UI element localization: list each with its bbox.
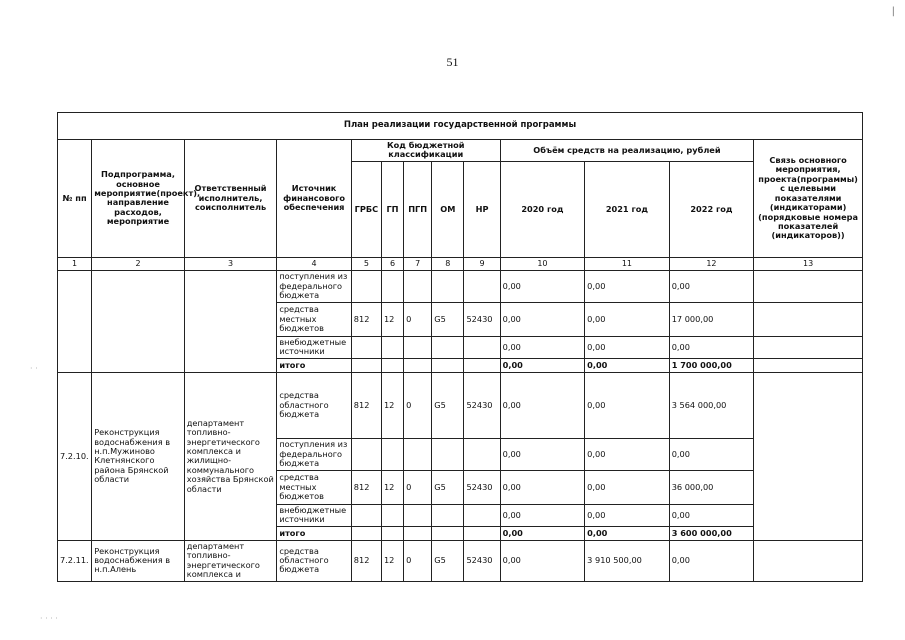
link-cell	[754, 270, 863, 302]
nr-cell: 52430	[464, 372, 500, 438]
om-cell	[432, 358, 464, 372]
header-pgp: ПГП	[404, 161, 432, 257]
value-2021: 0,00	[585, 372, 670, 438]
header-om: ОМ	[432, 161, 464, 257]
column-number: 9	[464, 257, 500, 270]
pgp-cell: 0	[404, 372, 432, 438]
om-cell	[432, 270, 464, 302]
gp-cell: 12	[381, 372, 403, 438]
scan-artifact: · · · ·	[40, 614, 58, 623]
nr-cell	[464, 336, 500, 358]
value-2020: 0,00	[500, 336, 585, 358]
nr-cell: 52430	[464, 302, 500, 336]
header-budget-code: Код бюджетной классификации	[351, 140, 500, 162]
corner-mark: |	[891, 6, 895, 17]
link-cell	[754, 372, 863, 540]
column-number: 7	[404, 257, 432, 270]
gp-cell: 12	[381, 470, 403, 504]
om-cell: G5	[432, 540, 464, 581]
value-2020: 0,00	[500, 540, 585, 581]
grbs-cell	[351, 526, 381, 540]
source-cell: внебюджетные источники	[277, 336, 351, 358]
pgp-cell	[404, 504, 432, 526]
header-executor: Ответственный исполнитель, соисполнитель	[184, 140, 277, 258]
grbs-cell: 812	[351, 540, 381, 581]
value-2021: 0,00	[585, 302, 670, 336]
header-2021: 2021 год	[585, 161, 670, 257]
link-cell	[754, 302, 863, 336]
link-cell	[754, 336, 863, 358]
om-cell: G5	[432, 372, 464, 438]
grbs-cell	[351, 270, 381, 302]
column-number: 10	[500, 257, 585, 270]
value-2021: 0,00	[585, 438, 670, 470]
gp-cell: 12	[381, 302, 403, 336]
link-cell	[754, 540, 863, 581]
link-cell	[754, 358, 863, 372]
program-plan-table	[57, 112, 863, 582]
header-volume: Объём средств на реализацию, рублей	[500, 140, 754, 162]
source-cell: средства областного бюджета	[277, 540, 351, 581]
om-cell	[432, 438, 464, 470]
table-title: План реализации государственной программы	[58, 113, 863, 140]
name-cell: Реконструкция водоснабжения в н.п.Алень	[92, 540, 185, 581]
pgp-cell	[404, 438, 432, 470]
source-cell: средства местных бюджетов	[277, 302, 351, 336]
grbs-cell	[351, 336, 381, 358]
om-cell: G5	[432, 470, 464, 504]
table-row	[58, 270, 863, 302]
header-2022: 2022 год	[669, 161, 754, 257]
om-cell	[432, 526, 464, 540]
value-2022: 0,00	[669, 540, 754, 581]
column-number: 13	[754, 257, 863, 270]
gp-cell	[381, 336, 403, 358]
gp-cell	[381, 358, 403, 372]
pgp-cell: 0	[404, 470, 432, 504]
source-cell: итого	[277, 526, 351, 540]
pgp-cell: 0	[404, 540, 432, 581]
name-cell	[92, 270, 185, 372]
source-cell: средства областного бюджета	[277, 372, 351, 438]
value-2020: 0,00	[500, 302, 585, 336]
om-cell: G5	[432, 302, 464, 336]
table-row	[58, 372, 863, 438]
nr-cell	[464, 526, 500, 540]
value-2021: 0,00	[585, 336, 670, 358]
executor-cell	[184, 270, 277, 372]
grbs-cell: 812	[351, 302, 381, 336]
source-cell: итого	[277, 358, 351, 372]
grbs-cell	[351, 504, 381, 526]
nr-cell	[464, 438, 500, 470]
value-2022: 36 000,00	[669, 470, 754, 504]
source-cell: поступления из федерального бюджета	[277, 270, 351, 302]
value-2021: 0,00	[585, 470, 670, 504]
gp-cell	[381, 526, 403, 540]
gp-cell	[381, 270, 403, 302]
column-number: 1	[58, 257, 92, 270]
value-2022: 3 564 000,00	[669, 372, 754, 438]
value-2022: 0,00	[669, 270, 754, 302]
column-number: 12	[669, 257, 754, 270]
value-2021: 0,00	[585, 270, 670, 302]
om-cell	[432, 504, 464, 526]
pgp-cell: 0	[404, 302, 432, 336]
header-gp: ГП	[381, 161, 403, 257]
column-number: 4	[277, 257, 351, 270]
value-2020: 0,00	[500, 358, 585, 372]
gp-cell: 12	[381, 540, 403, 581]
executor-cell: департамент топливно-энергетического комплекса и жилищно-коммунального хозяйства Брянской области	[184, 372, 277, 540]
header-link: Связь основного мероприятия, проекта(программы) с целевыми показателями (индикаторами) (порядковые номера показателей (индикаторов))	[754, 140, 863, 258]
value-2020: 0,00	[500, 504, 585, 526]
nr-cell	[464, 358, 500, 372]
nr-cell: 52430	[464, 540, 500, 581]
pgp-cell	[404, 526, 432, 540]
value-2022: 1 700 000,00	[669, 358, 754, 372]
value-2020: 0,00	[500, 270, 585, 302]
column-number: 3	[184, 257, 277, 270]
source-cell: внебюджетные источники	[277, 504, 351, 526]
column-number: 11	[585, 257, 670, 270]
header-subprogram: Подпрограмма, основное мероприятие(проект), направление расходов, мероприятие	[92, 140, 185, 258]
nr-cell	[464, 270, 500, 302]
grbs-cell	[351, 358, 381, 372]
header-grbs: ГРБС	[351, 161, 381, 257]
grbs-cell: 812	[351, 372, 381, 438]
value-2021: 3 910 500,00	[585, 540, 670, 581]
column-number: 8	[432, 257, 464, 270]
grbs-cell	[351, 438, 381, 470]
header-2020: 2020 год	[500, 161, 585, 257]
source-cell: поступления из федерального бюджета	[277, 438, 351, 470]
pgp-cell	[404, 358, 432, 372]
table-row	[58, 540, 863, 581]
scan-artifact: · ·	[30, 364, 38, 373]
header-source: Источник финансового обеспечения	[277, 140, 351, 258]
value-2022: 0,00	[669, 336, 754, 358]
nr-cell: 52430	[464, 470, 500, 504]
value-2022: 0,00	[669, 504, 754, 526]
column-number: 5	[351, 257, 381, 270]
num-cell	[58, 270, 92, 372]
executor-cell: департамент топливно-энергетического комплекса и	[184, 540, 277, 581]
num-cell: 7.2.10.	[58, 372, 92, 540]
gp-cell	[381, 504, 403, 526]
value-2020: 0,00	[500, 372, 585, 438]
page-number: 51	[446, 55, 459, 69]
value-2022: 0,00	[669, 438, 754, 470]
value-2020: 0,00	[500, 526, 585, 540]
value-2021: 0,00	[585, 526, 670, 540]
nr-cell	[464, 504, 500, 526]
num-cell: 7.2.11.	[58, 540, 92, 581]
name-cell: Реконструкция водоснабжения в н.п.Мужиново Клетнянского района Брянской области	[92, 372, 185, 540]
value-2020: 0,00	[500, 470, 585, 504]
value-2021: 0,00	[585, 358, 670, 372]
grbs-cell: 812	[351, 470, 381, 504]
pgp-cell	[404, 270, 432, 302]
value-2022: 17 000,00	[669, 302, 754, 336]
gp-cell	[381, 438, 403, 470]
pgp-cell	[404, 336, 432, 358]
header-num: № пп	[58, 140, 92, 258]
column-numbers-row	[58, 257, 863, 270]
column-number: 2	[92, 257, 185, 270]
source-cell: средства местных бюджетов	[277, 470, 351, 504]
column-number: 6	[381, 257, 403, 270]
om-cell	[432, 336, 464, 358]
header-nr: НР	[464, 161, 500, 257]
value-2020: 0,00	[500, 438, 585, 470]
value-2021: 0,00	[585, 504, 670, 526]
value-2022: 3 600 000,00	[669, 526, 754, 540]
